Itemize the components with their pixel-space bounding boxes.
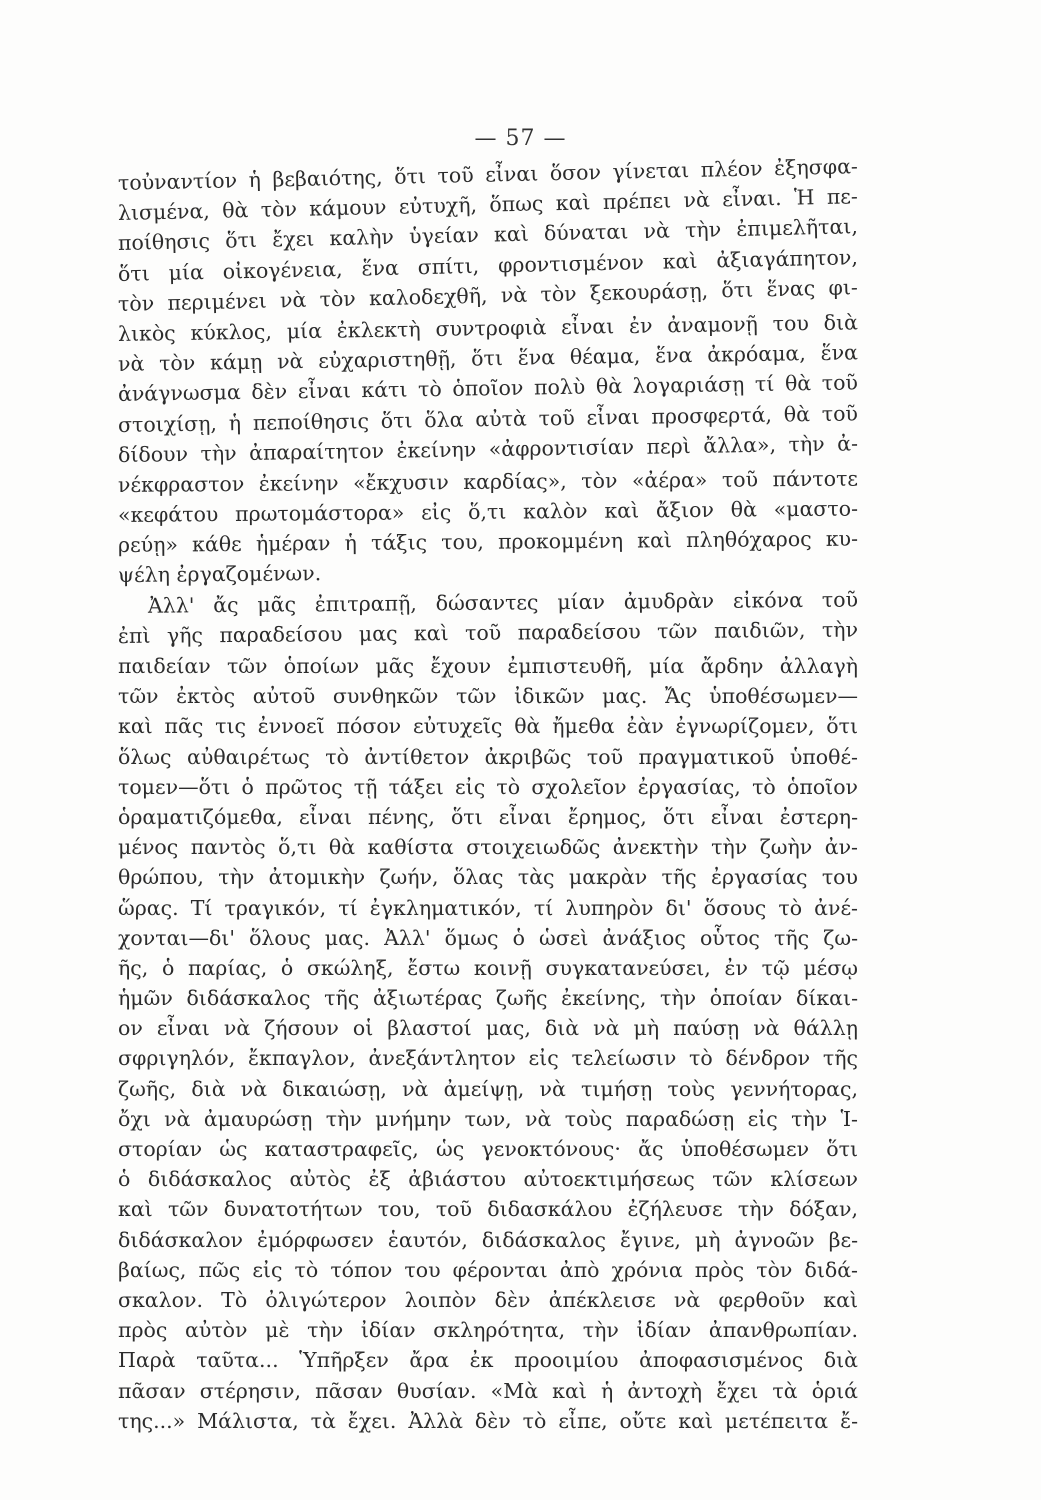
- text-line: ὥρας. Τί τραγικόν, τί ἐγκληματικόν, τί λυπηρὸν δι' ὅσους τὸ ἀνέ-: [118, 895, 858, 920]
- text-line: στοιχίσῃ, ἡ πεποίθησις ὅτι ὅλα αὐτὰ τοῦ εἶναι προσφερτά, θὰ τοῦ: [117, 400, 859, 437]
- text-line: ἐπὶ γῆς παραδείσου μας καὶ τοῦ παραδείσου τῶν παιδιῶν, τὴν: [117, 617, 859, 648]
- text-line: ρεύῃ» κάθε ἡμέραν ἡ τάξις του, προκομμένη καὶ πληθόχαρος κυ-: [117, 526, 859, 558]
- text-line: μένος παντὸς ὅ,τι θὰ καθίστα στοιχειωδῶς ἀνεκτὴν τὴν ζωὴν ἀν-: [118, 835, 858, 860]
- text-line: δίδουν τὴν ἀπαραίτητον ἐκείνην «ἀφροντισίαν περὶ ἄλλα», τὴν ἀ-: [117, 431, 859, 467]
- text-line: ὅλως αὐθαιρέτως τὸ ἀντίθετον ἀκριβῶς τοῦ πραγματικοῦ ὑποθέ-: [118, 744, 858, 769]
- text-line: πᾶσαν στέρησιν, πᾶσαν θυσίαν. «Μὰ καὶ ἡ ἀντοχὴ ἔχει τὰ ὁριά: [118, 1378, 858, 1403]
- text-line: καὶ τῶν δυνατοτήτων του, τοῦ διδασκάλου ἐζήλευσε τὴν δόξαν,: [118, 1197, 858, 1222]
- text-line: Ἀλλ' ἄς μᾶς ἐπιτραπῇ, δώσαντες μίαν ἀμυδρὰν εἰκόνα τοῦ: [147, 587, 859, 618]
- text-line: πρὸς αὐτὸν μὲ τὴν ἰδίαν σκληρότητα, τὴν ἰδίαν ἀπανθρωπίαν.: [118, 1318, 858, 1343]
- text-line: παιδείαν τῶν ὁποίων μᾶς ἔχουν ἐμπιστευθῆ, μία ἄρδην ἀλλαγὴ: [118, 654, 858, 678]
- text-line: τομεν—ὅτι ὁ πρῶτος τῇ τάξει εἰς τὸ σχολεῖον ἐργασίας, τὸ ὁποῖον: [118, 774, 858, 799]
- text-line: ὄχι νὰ ἀμαυρώσῃ τὴν μνήμην των, νὰ τοὺς παραδώσῃ εἰς τὴν Ἱ-: [118, 1106, 858, 1131]
- text-line: σκαλον. Τὸ ὀλιγώτερον λοιπὸν δὲν ἀπέκλεισε νὰ φερθοῦν καὶ: [118, 1287, 858, 1312]
- text-line: καὶ πᾶς τις ἐννοεῖ πόσον εὐτυχεῖς θὰ ἤμεθα ἐὰν ἐγνωρίζομεν, ὅτι: [118, 714, 858, 739]
- text-line: ον εἶναι νὰ ζήσουν οἱ βλαστοί μας, διὰ νὰ μὴ παύσῃ νὰ θάλλῃ: [118, 1016, 858, 1041]
- text-line: χονται—δι' ὅλους μας. Ἀλλ' ὅμως ὁ ὡσεὶ ἀνάξιος οὗτος τῆς ζω-: [118, 925, 858, 950]
- text-line: ψέλη ἐργαζομένων.: [117, 561, 322, 588]
- text-line: λισμένα, θὰ τὸν κάμουν εὐτυχῆ, ὅπως καὶ πρέπει νὰ εἶναι. Ἡ πε-: [117, 184, 859, 226]
- text-line: «κεφάτου πρωτομάστορα» εἰς ὅ,τι καλὸν καὶ ἄξιον θὰ «μαστο-: [117, 496, 859, 528]
- text-line: Παρὰ ταῦτα... Ὑπῆρξεν ἄρα ἐκ προοιμίου ἀποφασισμένος διὰ: [118, 1348, 858, 1373]
- text-line: ὁραματιζόμεθα, εἶναι πένης, ὅτι εἶναι ἔρημος, ὅτι εἶναι ἐστερη-: [118, 804, 858, 829]
- text-line: της...» Μάλιστα, τὰ ἔχει. Ἀλλὰ δὲν τὸ εἶπε, οὔτε καὶ μετέπειτα ἔ-: [118, 1408, 858, 1433]
- text-line: βαίως, πῶς εἰς τὸ τόπον του φέρονται ἀπὸ χρόνια πρὸς τὸν διδά-: [118, 1257, 858, 1282]
- text-line: ὅτι μία οἰκογένεια, ἕνα σπίτι, φροντισμένον καὶ ἀξιαγάπητον,: [117, 244, 859, 286]
- text-line: ἡμῶν διδάσκαλος τῆς ἀξιωτέρας ζωῆς ἐκείνης, τὴν ὁποίαν δίκαι-: [118, 986, 858, 1011]
- text-line: τὸν περιμένει νὰ τὸν καλοδεχθῆ, νὰ τὸν ξεκουράσῃ, ὅτι ἕνας φι-: [117, 274, 859, 316]
- text-line: νὰ τὸν κάμῃ νὰ εὐχαριστηθῇ, ὅτι ἕνα θέαμα, ἕνα ἀκρόαμα, ἕνα: [117, 340, 859, 377]
- text-line: θρώπου, τὴν ἀτομικὴν ζωήν, ὅλας τὰς μακρὰν τῆς ἐργασίας του: [118, 865, 858, 890]
- text-line: ῆς, ὁ παρίας, ὁ σκώληξ, ἔστω κοινῇ συγκατανεύσει, ἐν τῷ μέσῳ: [118, 955, 858, 980]
- text-line: ποίθησις ὅτι ἔχει καλὴν ὑγείαν καὶ δύναται νὰ τὴν ἐπιμελῆται,: [117, 214, 859, 256]
- text-line: τῶν ἐκτὸς αὐτοῦ συνθηκῶν τῶν ἰδικῶν μας. Ἄς ὑποθέσωμεν—: [118, 684, 858, 709]
- text-line: λικὸς κύκλος, μία ἐκλεκτὴ συντροφιὰ εἶναι ἐν ἀναμονῇ του διὰ: [117, 310, 859, 346]
- text-line: τοὐναντίον ἡ βεβαιότης, ὅτι τοῦ εἶναι ὅσον γίνεται πλέον ἐξησφα-: [117, 154, 859, 195]
- text-line: διδάσκαλον ἐμόρφωσεν ἑαυτόν, διδάσκαλος ἔγινε, μὴ ἀγνοῶν βε-: [118, 1227, 858, 1252]
- text-line: στορίαν ὡς καταστραφεῖς, ὡς γενοκτόνους· ἄς ὑποθέσωμεν ὅτι: [118, 1137, 858, 1161]
- body-text: [117, 154, 859, 1436]
- text-line: ἀνάγνωσμα δὲν εἶναι κάτι τὸ ὁποῖον πολὺ θὰ λογαριάσῃ τί θὰ τοῦ: [117, 370, 859, 407]
- text-line: σφριγηλόν, ἔκπαγλον, ἀνεξάντλητον εἰς τελείωσιν τὸ δένδρον τῆς: [118, 1046, 858, 1071]
- page-number: — 57 —: [474, 126, 567, 151]
- text-line: ὁ διδάσκαλος αὐτὸς ἐξ ἀβιάστου αὐτοεκτιμήσεως τῶν κλίσεων: [118, 1167, 858, 1192]
- text-line: ζωῆς, διὰ νὰ δικαιώσῃ, νὰ ἀμείψῃ, νὰ τιμήσῃ τοὺς γεννήτορας,: [118, 1076, 858, 1101]
- text-line: νέκφραστον ἐκείνην «ἔκχυσιν καρδίας», τὸν «ἀέρα» τοῦ πάντοτε: [117, 466, 859, 497]
